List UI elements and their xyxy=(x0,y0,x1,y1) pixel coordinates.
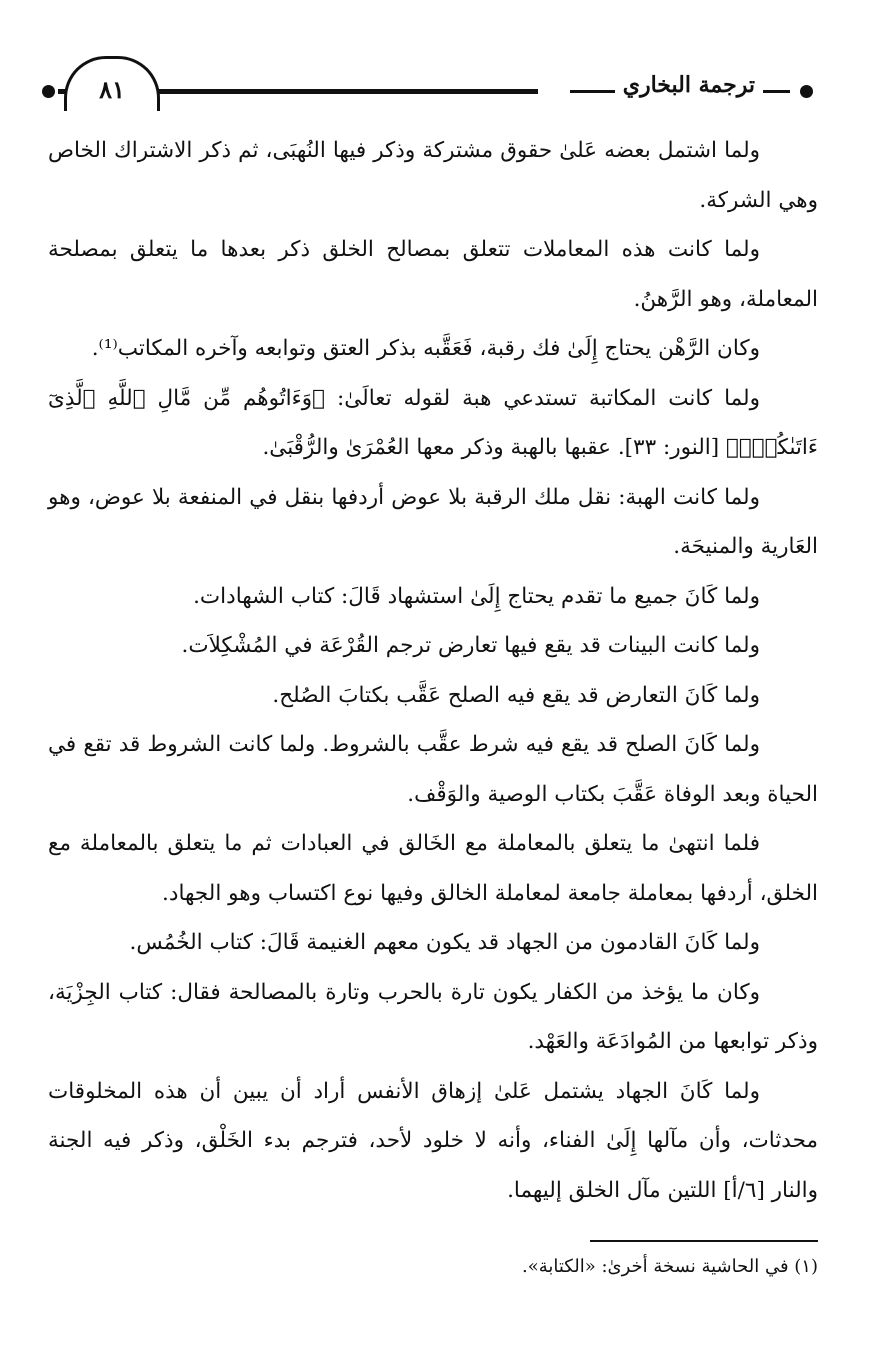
paragraph: وكان الرَّهْن يحتاج إِلَىٰ فك رقبة، فَعَقَّبه بذكر العتق وتوابعه وآخره المكاتب⁽¹⁾. xyxy=(91,336,760,361)
paragraph: فلما انتهىٰ ما يتعلق بالمعاملة مع الخَالق في العبادات ثم ما يتعلق بالمعاملة مع الخلق، أردفها بمعاملة جامعة لمعاملة الخالق وفيها نوع اكتساب وهو الجهاد. xyxy=(48,831,818,906)
paragraph: ولما كَانَ جميع ما تقدم يحتاج إِلَىٰ استشهاد قَالَ: كتاب الشهادات. xyxy=(193,583,760,609)
footnote: (١) في الحاشية نسخة أخرىٰ: «الكتابة». xyxy=(522,1256,818,1277)
paragraph: ولما كانت البينات قد يقع فيها تعارض ترجم القُرْعَة في المُشْكِلاَت. xyxy=(181,633,760,658)
running-title: ترجمة البخاري xyxy=(615,72,763,98)
paragraph: ولما كَانَ الجهاد يشتمل عَلىٰ إزهاق الأنفس أراد أن يبين أن هذه المخلوقات محدثات، وأن مآلها إِلَىٰ الفناء، وأنه لا خلود لأحد، فترجم بدء الخَلْق، وذكر فيه الجنة والنار [٦/أ] اللتين مآل الخلق إليهما. xyxy=(48,1078,818,1203)
paragraph: ولما كَانَ التعارض قد يقع فيه الصلح عَقَّب بكتابَ الصُلح. xyxy=(272,682,760,708)
page-number: ٨١ xyxy=(99,74,125,104)
body-text xyxy=(48,126,818,1215)
paragraph: ولما كانت هذه المعاملات تتعلق بمصالح الخلق ذكر بعدها ما يتعلق بمصلحة المعاملة، وهو الرَّهنُ. xyxy=(48,237,818,312)
paragraph: ولما كانت الهبة: نقل ملك الرقبة بلا عوض أردفها بنقل في المنفعة بلا عوض، وهو العَارية والمنيحَة. xyxy=(48,484,818,559)
paragraph: ولما كانت المكاتبة تستدعي هبة لقوله تعالَىٰ: ﴿وَءَاتُوهُم مِّن مَّالِ ٱللَّهِ ٱلَّذِىٓ ءَاتَىٰكُمۡۚ﴾ [النور: ٣٣]. عقبها بالهبة وذكر معها العُمْرَىٰ والرُّقْبَىٰ. xyxy=(48,385,818,460)
paragraph: ولما اشتمل بعضه عَلىٰ حقوق مشتركة وذكر فيها النُهبَى، ثم ذكر الاشتراك الخاص وهي الشركة. xyxy=(48,138,818,213)
ornament-dot-left xyxy=(42,85,55,98)
paragraph: ولما كَانَ الصلح قد يقع فيه شرط عقَّب بالشروط. ولما كانت الشروط قد تقع في الحياة وبعد الوفاة عَقَّبَ بكتاب الوصية والوَقْف. xyxy=(48,732,818,807)
paragraph: ولما كَانَ القادمون من الجهاد قد يكون معهم الغنيمة قَالَ: كتاب الخُمُس. xyxy=(129,930,760,955)
paragraph: وكان ما يؤخذ من الكفار يكون تارة بالحرب وتارة بالمصالحة فقال: كتاب الجِزْيَة، وذكر توابعها من المُوادَعَة والعَهْد. xyxy=(48,979,818,1054)
footnote-separator xyxy=(590,1240,818,1242)
ornament-dot-right xyxy=(800,85,813,98)
